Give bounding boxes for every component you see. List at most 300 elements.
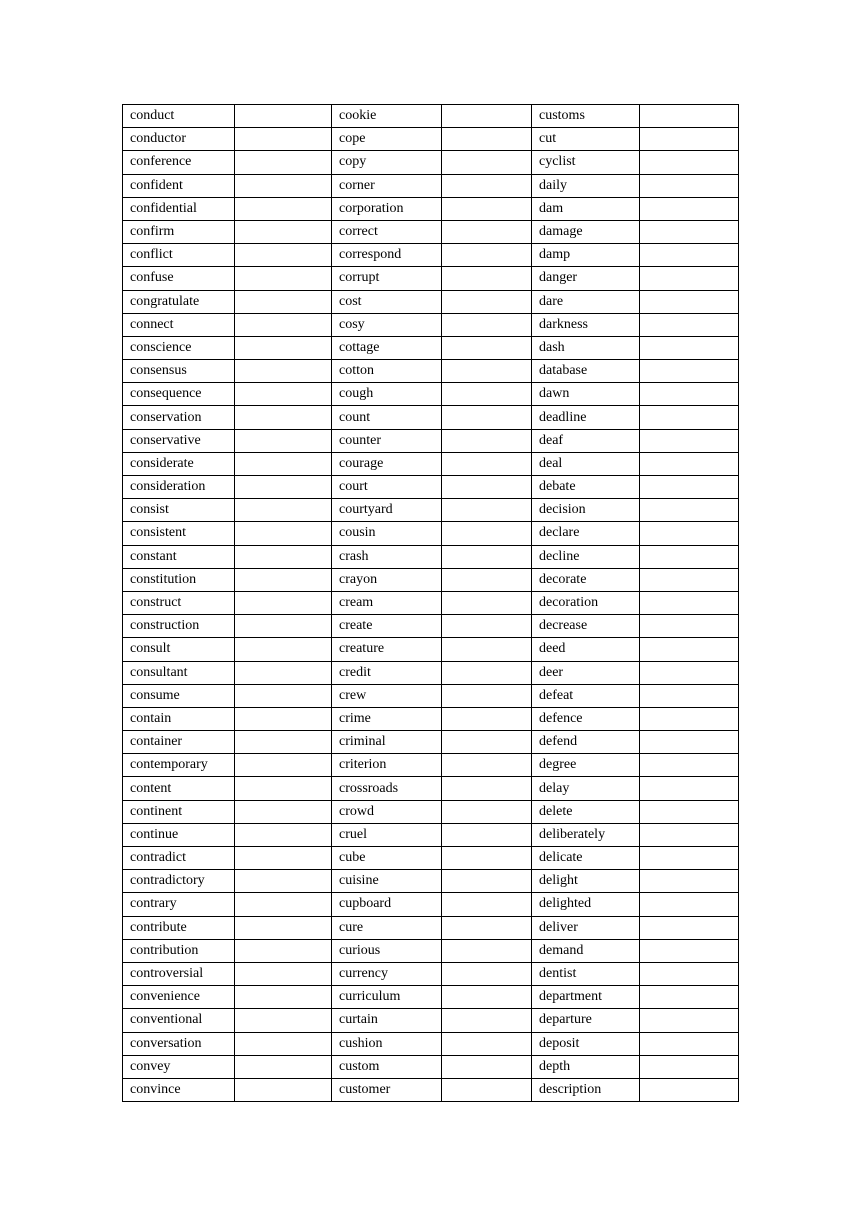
table-row xyxy=(123,476,739,499)
table-row xyxy=(123,429,739,452)
word-cell: count xyxy=(332,406,442,429)
word-cell: delete xyxy=(532,800,640,823)
table-row xyxy=(123,244,739,267)
blank-answer-cell xyxy=(442,545,532,568)
blank-answer-cell xyxy=(640,452,739,475)
blank-answer-cell xyxy=(442,684,532,707)
word-cell: defence xyxy=(532,707,640,730)
word-cell: construct xyxy=(123,591,235,614)
blank-answer-cell xyxy=(235,870,332,893)
blank-answer-cell xyxy=(640,1032,739,1055)
word-cell: controversial xyxy=(123,962,235,985)
word-cell: consequence xyxy=(123,383,235,406)
blank-answer-cell xyxy=(235,499,332,522)
blank-answer-cell xyxy=(235,800,332,823)
word-cell: delay xyxy=(532,777,640,800)
word-cell: constitution xyxy=(123,568,235,591)
word-cell: conscience xyxy=(123,336,235,359)
blank-answer-cell xyxy=(235,638,332,661)
table-row xyxy=(123,731,739,754)
blank-answer-cell xyxy=(442,939,532,962)
word-cell: connect xyxy=(123,313,235,336)
table-row xyxy=(123,105,739,128)
blank-answer-cell xyxy=(442,244,532,267)
table-row xyxy=(123,290,739,313)
blank-answer-cell xyxy=(442,1032,532,1055)
blank-answer-cell xyxy=(640,128,739,151)
blank-answer-cell xyxy=(235,197,332,220)
word-cell: consideration xyxy=(123,476,235,499)
blank-answer-cell xyxy=(235,545,332,568)
table-row xyxy=(123,684,739,707)
blank-answer-cell xyxy=(442,615,532,638)
table-row xyxy=(123,1032,739,1055)
word-cell: corrupt xyxy=(332,267,442,290)
blank-answer-cell xyxy=(640,476,739,499)
blank-answer-cell xyxy=(640,986,739,1009)
blank-answer-cell xyxy=(640,151,739,174)
blank-answer-cell xyxy=(235,591,332,614)
word-cell: cosy xyxy=(332,313,442,336)
word-cell: curious xyxy=(332,939,442,962)
word-cell: continue xyxy=(123,823,235,846)
word-cell: conductor xyxy=(123,128,235,151)
blank-answer-cell xyxy=(442,406,532,429)
blank-answer-cell xyxy=(235,615,332,638)
blank-answer-cell xyxy=(442,360,532,383)
blank-answer-cell xyxy=(442,174,532,197)
blank-answer-cell xyxy=(640,568,739,591)
blank-answer-cell xyxy=(442,847,532,870)
blank-answer-cell xyxy=(235,1055,332,1078)
blank-answer-cell xyxy=(640,499,739,522)
word-cell: danger xyxy=(532,267,640,290)
word-cell: description xyxy=(532,1078,640,1101)
word-cell: damp xyxy=(532,244,640,267)
blank-answer-cell xyxy=(442,800,532,823)
blank-answer-cell xyxy=(640,823,739,846)
word-cell: decline xyxy=(532,545,640,568)
blank-answer-cell xyxy=(640,174,739,197)
blank-answer-cell xyxy=(442,105,532,128)
word-cell: deal xyxy=(532,452,640,475)
blank-answer-cell xyxy=(640,383,739,406)
blank-answer-cell xyxy=(640,220,739,243)
table-row xyxy=(123,568,739,591)
word-cell: court xyxy=(332,476,442,499)
blank-answer-cell xyxy=(640,638,739,661)
blank-answer-cell xyxy=(640,591,739,614)
word-cell: cube xyxy=(332,847,442,870)
word-cell: delicate xyxy=(532,847,640,870)
word-cell: confident xyxy=(123,174,235,197)
word-cell: cottage xyxy=(332,336,442,359)
blank-answer-cell xyxy=(640,105,739,128)
word-cell: crowd xyxy=(332,800,442,823)
blank-answer-cell xyxy=(442,638,532,661)
table-row xyxy=(123,383,739,406)
blank-answer-cell xyxy=(640,522,739,545)
word-cell: create xyxy=(332,615,442,638)
word-cell: currency xyxy=(332,962,442,985)
table-row xyxy=(123,754,739,777)
blank-answer-cell xyxy=(442,893,532,916)
word-cell: cyclist xyxy=(532,151,640,174)
table-row xyxy=(123,870,739,893)
word-cell: decorate xyxy=(532,568,640,591)
blank-answer-cell xyxy=(442,731,532,754)
blank-answer-cell xyxy=(640,313,739,336)
blank-answer-cell xyxy=(442,1009,532,1032)
word-cell: cure xyxy=(332,916,442,939)
blank-answer-cell xyxy=(442,452,532,475)
word-cell: contradictory xyxy=(123,870,235,893)
word-cell: cookie xyxy=(332,105,442,128)
table-row xyxy=(123,986,739,1009)
blank-answer-cell xyxy=(640,406,739,429)
word-cell: crime xyxy=(332,707,442,730)
word-cell: dare xyxy=(532,290,640,313)
table-row xyxy=(123,777,739,800)
word-cell: conservation xyxy=(123,406,235,429)
word-cell: contrary xyxy=(123,893,235,916)
word-cell: convince xyxy=(123,1078,235,1101)
blank-answer-cell xyxy=(235,151,332,174)
blank-answer-cell xyxy=(235,1032,332,1055)
word-cell: crash xyxy=(332,545,442,568)
blank-answer-cell xyxy=(442,591,532,614)
word-cell: contradict xyxy=(123,847,235,870)
word-cell: deadline xyxy=(532,406,640,429)
word-cell: cough xyxy=(332,383,442,406)
table-row xyxy=(123,591,739,614)
blank-answer-cell xyxy=(235,707,332,730)
word-cell: cost xyxy=(332,290,442,313)
word-cell: database xyxy=(532,360,640,383)
table-row xyxy=(123,151,739,174)
word-cell: cut xyxy=(532,128,640,151)
blank-answer-cell xyxy=(640,1009,739,1032)
blank-answer-cell xyxy=(442,383,532,406)
word-cell: cousin xyxy=(332,522,442,545)
table-row xyxy=(123,452,739,475)
word-cell: creature xyxy=(332,638,442,661)
word-cell: deliver xyxy=(532,916,640,939)
word-cell: content xyxy=(123,777,235,800)
blank-answer-cell xyxy=(235,406,332,429)
blank-answer-cell xyxy=(442,986,532,1009)
word-cell: curriculum xyxy=(332,986,442,1009)
word-cell: contribute xyxy=(123,916,235,939)
table-row xyxy=(123,962,739,985)
word-cell: cupboard xyxy=(332,893,442,916)
word-cell: consultant xyxy=(123,661,235,684)
blank-answer-cell xyxy=(442,290,532,313)
word-cell: deposit xyxy=(532,1032,640,1055)
word-cell: construction xyxy=(123,615,235,638)
word-cell: department xyxy=(532,986,640,1009)
table-row xyxy=(123,267,739,290)
blank-answer-cell xyxy=(640,429,739,452)
word-cell: dash xyxy=(532,336,640,359)
word-cell: conversation xyxy=(123,1032,235,1055)
table-row xyxy=(123,638,739,661)
table-row xyxy=(123,1078,739,1101)
blank-answer-cell xyxy=(640,1078,739,1101)
table-row xyxy=(123,336,739,359)
blank-answer-cell xyxy=(640,916,739,939)
word-cell: congratulate xyxy=(123,290,235,313)
blank-answer-cell xyxy=(442,661,532,684)
blank-answer-cell xyxy=(442,151,532,174)
blank-answer-cell xyxy=(235,290,332,313)
word-cell: crossroads xyxy=(332,777,442,800)
table-row xyxy=(123,522,739,545)
blank-answer-cell xyxy=(235,962,332,985)
table-row xyxy=(123,800,739,823)
word-cell: conflict xyxy=(123,244,235,267)
blank-answer-cell xyxy=(235,267,332,290)
word-cell: corner xyxy=(332,174,442,197)
blank-answer-cell xyxy=(235,568,332,591)
word-cell: depth xyxy=(532,1055,640,1078)
blank-answer-cell xyxy=(442,707,532,730)
blank-answer-cell xyxy=(640,336,739,359)
word-cell: consist xyxy=(123,499,235,522)
word-cell: courtyard xyxy=(332,499,442,522)
blank-answer-cell xyxy=(442,568,532,591)
word-cell: cotton xyxy=(332,360,442,383)
blank-answer-cell xyxy=(235,476,332,499)
word-cell: dam xyxy=(532,197,640,220)
word-cell: darkness xyxy=(532,313,640,336)
table-row xyxy=(123,1055,739,1078)
word-cell: cushion xyxy=(332,1032,442,1055)
table-row xyxy=(123,360,739,383)
word-cell: delight xyxy=(532,870,640,893)
blank-answer-cell xyxy=(442,499,532,522)
blank-answer-cell xyxy=(235,939,332,962)
blank-answer-cell xyxy=(235,731,332,754)
blank-answer-cell xyxy=(640,800,739,823)
word-cell: contemporary xyxy=(123,754,235,777)
word-cell: custom xyxy=(332,1055,442,1078)
blank-answer-cell xyxy=(640,267,739,290)
word-cell: crew xyxy=(332,684,442,707)
blank-answer-cell xyxy=(235,986,332,1009)
word-cell: contribution xyxy=(123,939,235,962)
blank-answer-cell xyxy=(442,220,532,243)
blank-answer-cell xyxy=(640,870,739,893)
blank-answer-cell xyxy=(442,197,532,220)
word-cell: correspond xyxy=(332,244,442,267)
blank-answer-cell xyxy=(235,661,332,684)
word-cell: departure xyxy=(532,1009,640,1032)
blank-answer-cell xyxy=(640,684,739,707)
word-cell: consensus xyxy=(123,360,235,383)
vocabulary-table-body xyxy=(123,105,739,1102)
blank-answer-cell xyxy=(442,267,532,290)
word-cell: continent xyxy=(123,800,235,823)
word-cell: copy xyxy=(332,151,442,174)
word-cell: confirm xyxy=(123,220,235,243)
blank-answer-cell xyxy=(442,916,532,939)
blank-answer-cell xyxy=(235,847,332,870)
blank-answer-cell xyxy=(235,336,332,359)
word-cell: cream xyxy=(332,591,442,614)
word-cell: convey xyxy=(123,1055,235,1078)
blank-answer-cell xyxy=(235,823,332,846)
table-row xyxy=(123,615,739,638)
word-cell: conduct xyxy=(123,105,235,128)
word-cell: container xyxy=(123,731,235,754)
blank-answer-cell xyxy=(235,220,332,243)
word-cell: cruel xyxy=(332,823,442,846)
word-cell: decoration xyxy=(532,591,640,614)
blank-answer-cell xyxy=(640,661,739,684)
word-cell: counter xyxy=(332,429,442,452)
table-row xyxy=(123,197,739,220)
blank-answer-cell xyxy=(442,429,532,452)
word-cell: deliberately xyxy=(532,823,640,846)
word-cell: customer xyxy=(332,1078,442,1101)
blank-answer-cell xyxy=(442,962,532,985)
table-row xyxy=(123,545,739,568)
blank-answer-cell xyxy=(442,1055,532,1078)
blank-answer-cell xyxy=(442,823,532,846)
blank-answer-cell xyxy=(442,476,532,499)
blank-answer-cell xyxy=(442,1078,532,1101)
word-cell: criminal xyxy=(332,731,442,754)
blank-answer-cell xyxy=(235,754,332,777)
word-cell: damage xyxy=(532,220,640,243)
word-cell: cuisine xyxy=(332,870,442,893)
blank-answer-cell xyxy=(235,452,332,475)
table-row xyxy=(123,916,739,939)
blank-answer-cell xyxy=(235,174,332,197)
word-cell: criterion xyxy=(332,754,442,777)
table-row xyxy=(123,847,739,870)
table-row xyxy=(123,707,739,730)
word-cell: deer xyxy=(532,661,640,684)
word-cell: contain xyxy=(123,707,235,730)
blank-answer-cell xyxy=(640,545,739,568)
blank-answer-cell xyxy=(235,383,332,406)
blank-answer-cell xyxy=(235,429,332,452)
word-cell: courage xyxy=(332,452,442,475)
blank-answer-cell xyxy=(640,939,739,962)
blank-answer-cell xyxy=(640,847,739,870)
word-cell: deaf xyxy=(532,429,640,452)
word-cell: confuse xyxy=(123,267,235,290)
word-cell: delighted xyxy=(532,893,640,916)
blank-answer-cell xyxy=(442,754,532,777)
word-cell: debate xyxy=(532,476,640,499)
blank-answer-cell xyxy=(442,336,532,359)
word-cell: consult xyxy=(123,638,235,661)
blank-answer-cell xyxy=(235,1078,332,1101)
word-cell: credit xyxy=(332,661,442,684)
word-cell: consistent xyxy=(123,522,235,545)
word-cell: customs xyxy=(532,105,640,128)
table-row xyxy=(123,1009,739,1032)
word-cell: cope xyxy=(332,128,442,151)
blank-answer-cell xyxy=(235,777,332,800)
blank-answer-cell xyxy=(235,313,332,336)
table-row xyxy=(123,499,739,522)
word-cell: deed xyxy=(532,638,640,661)
blank-answer-cell xyxy=(640,197,739,220)
word-cell: consume xyxy=(123,684,235,707)
word-cell: correct xyxy=(332,220,442,243)
blank-answer-cell xyxy=(235,522,332,545)
blank-answer-cell xyxy=(442,128,532,151)
blank-answer-cell xyxy=(235,1009,332,1032)
blank-answer-cell xyxy=(235,916,332,939)
word-cell: decrease xyxy=(532,615,640,638)
blank-answer-cell xyxy=(235,105,332,128)
word-cell: demand xyxy=(532,939,640,962)
word-cell: dentist xyxy=(532,962,640,985)
word-cell: corporation xyxy=(332,197,442,220)
blank-answer-cell xyxy=(235,893,332,916)
table-row xyxy=(123,661,739,684)
word-cell: daily xyxy=(532,174,640,197)
blank-answer-cell xyxy=(640,893,739,916)
word-cell: curtain xyxy=(332,1009,442,1032)
word-cell: crayon xyxy=(332,568,442,591)
word-cell: decision xyxy=(532,499,640,522)
blank-answer-cell xyxy=(235,244,332,267)
blank-answer-cell xyxy=(640,962,739,985)
word-cell: conservative xyxy=(123,429,235,452)
blank-answer-cell xyxy=(235,360,332,383)
blank-answer-cell xyxy=(640,615,739,638)
word-cell: confidential xyxy=(123,197,235,220)
blank-answer-cell xyxy=(442,313,532,336)
blank-answer-cell xyxy=(442,777,532,800)
table-row xyxy=(123,406,739,429)
blank-answer-cell xyxy=(640,244,739,267)
blank-answer-cell xyxy=(640,707,739,730)
word-cell: declare xyxy=(532,522,640,545)
table-row xyxy=(123,174,739,197)
blank-answer-cell xyxy=(640,731,739,754)
blank-answer-cell xyxy=(235,684,332,707)
word-cell: degree xyxy=(532,754,640,777)
word-cell: conference xyxy=(123,151,235,174)
word-cell: defend xyxy=(532,731,640,754)
table-row xyxy=(123,893,739,916)
table-row xyxy=(123,128,739,151)
word-cell: dawn xyxy=(532,383,640,406)
blank-answer-cell xyxy=(235,128,332,151)
word-cell: considerate xyxy=(123,452,235,475)
table-row xyxy=(123,220,739,243)
word-cell: conventional xyxy=(123,1009,235,1032)
blank-answer-cell xyxy=(640,360,739,383)
blank-answer-cell xyxy=(640,777,739,800)
blank-answer-cell xyxy=(640,1055,739,1078)
vocabulary-table xyxy=(122,104,739,1102)
table-row xyxy=(123,823,739,846)
blank-answer-cell xyxy=(442,870,532,893)
blank-answer-cell xyxy=(640,754,739,777)
table-row xyxy=(123,939,739,962)
word-cell: convenience xyxy=(123,986,235,1009)
word-cell: defeat xyxy=(532,684,640,707)
blank-answer-cell xyxy=(442,522,532,545)
